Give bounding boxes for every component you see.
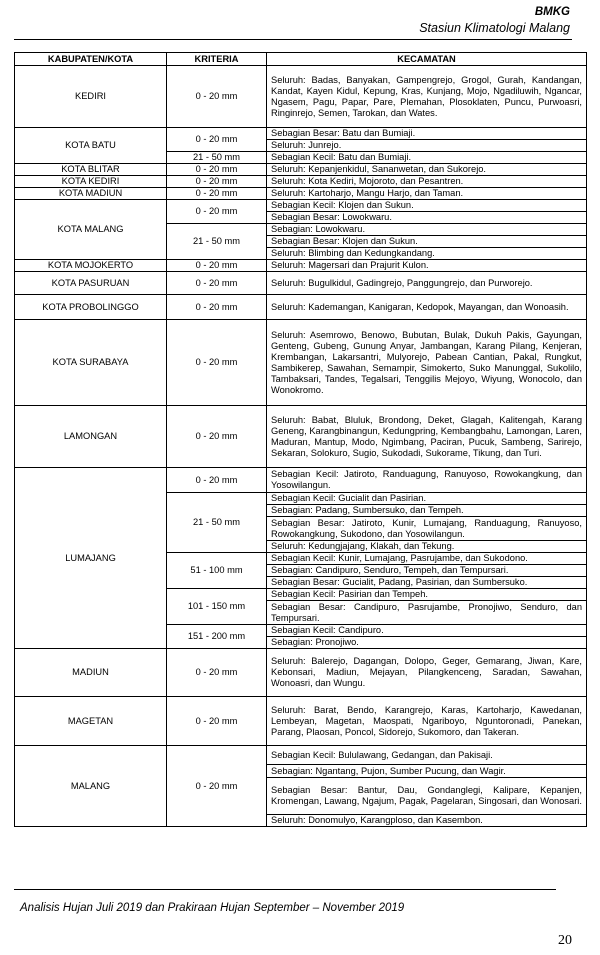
kecamatan-cell: Seluruh: Kademangan, Kanigaran, Kedopok, Mayangan, dan Wonoasih.	[267, 295, 587, 320]
kriteria-cell: 0 - 20 mm	[167, 188, 267, 200]
kabupaten-cell: KOTA BLITAR	[15, 164, 167, 176]
kriteria-cell: 0 - 20 mm	[167, 66, 267, 128]
kecamatan-cell: Sebagian Kecil: Kunir, Lumajang, Pasrujambe, dan Sukodono.	[267, 553, 587, 565]
kriteria-cell: 0 - 20 mm	[167, 176, 267, 188]
kecamatan-cell: Sebagian Kecil: Bululawang, Gedangan, dan Pakisaji.	[267, 746, 587, 765]
kriteria-cell: 0 - 20 mm	[167, 697, 267, 746]
kriteria-cell: 21 - 50 mm	[167, 493, 267, 553]
table-row	[15, 260, 587, 272]
kecamatan-cell: Sebagian Kecil: Jatiroto, Randuagung, Ranuyoso, Rowokangkung, dan Yosowilangun.	[267, 468, 587, 493]
kecamatan-cell: Seluruh: Balerejo, Dagangan, Dolopo, Geger, Gemarang, Jiwan, Kare, Kebonsari, Madiun, Mejayan, Pilangkenceng, Saradan, Sawahan, Wonoasri, dan Wungu.	[267, 649, 587, 697]
kabupaten-cell: KOTA PROBOLINGGO	[15, 295, 167, 320]
kriteria-cell: 0 - 20 mm	[167, 649, 267, 697]
kecamatan-cell: Sebagian Kecil: Klojen dan Sukun.	[267, 200, 587, 212]
kabupaten-cell: KOTA MOJOKERTO	[15, 260, 167, 272]
table-row	[15, 128, 587, 140]
kriteria-cell: 0 - 20 mm	[167, 128, 267, 152]
kecamatan-cell: Sebagian Besar: Candipuro, Pasrujambe, Pronojiwo, Senduro, dan Tempursari.	[267, 601, 587, 625]
kecamatan-cell: Seluruh: Magersari dan Prajurit Kulon.	[267, 260, 587, 272]
kecamatan-cell: Sebagian Besar: Klojen dan Sukun.	[267, 236, 587, 248]
kecamatan-cell: Sebagian: Candipuro, Senduro, Tempeh, dan Tempursari.	[267, 565, 587, 577]
kabupaten-cell: KOTA PASURUAN	[15, 272, 167, 295]
kriteria-cell: 0 - 20 mm	[167, 164, 267, 176]
kecamatan-cell: Seluruh: Asemrowo, Benowo, Bubutan, Bulak, Dukuh Pakis, Gayungan, Genteng, Gubeng, Gunung Anyar, Jambangan, Karang Pilang, Kenjeran, Krembangan, Lakarsantri, Mulyorejo, Pabean Cantian, Pakal, Rungkut, Sambikerep, Sawahan, Semampir, Simokerto, Suko Manunggal, Sukolilo, Tambaksari, Tandes, Tegalsari, Tenggilis Mejoyo, Wiyung, Wonocolo, dan Wonokromo.	[267, 320, 587, 406]
footer-caption: Analisis Hujan Juli 2019 dan Prakiraan Hujan September – November 2019	[20, 902, 405, 914]
kecamatan-cell: Seluruh: Junrejo.	[267, 140, 587, 152]
kecamatan-cell: Sebagian: Pronojiwo.	[267, 637, 587, 649]
kecamatan-cell: Sebagian Kecil: Pasirian dan Tempeh.	[267, 589, 587, 601]
header-divider	[14, 39, 572, 40]
column-header-kecamatan: KECAMATAN	[267, 53, 587, 66]
kriteria-cell: 0 - 20 mm	[167, 746, 267, 827]
kecamatan-cell: Seluruh: Babat, Bluluk, Brondong, Deket, Glagah, Kalitengah, Karang Geneng, Karangbinangun, Kedungpring, Kembangbahu, Lamongan, Laren, Maduran, Mantup, Modo, Ngimbang, Paciran, Pucuk, Sambeng, Sarirejo, Sekaran, Solokuro, Sugio, Sukodadi, Sukorame, Tikung, dan Turi.	[267, 406, 587, 468]
kecamatan-cell: Sebagian Besar: Bantur, Dau, Gondanglegi, Kalipare, Kepanjen, Kromengan, Lawang, Ngajum, Pagak, Pagelaran, Singosari, dan Wonosari.	[267, 778, 587, 815]
kriteria-cell: 0 - 20 mm	[167, 295, 267, 320]
kabupaten-cell: KOTA BATU	[15, 128, 167, 164]
table-row	[15, 164, 587, 176]
table-row	[15, 697, 587, 746]
table-row	[15, 66, 587, 128]
kriteria-cell: 0 - 20 mm	[167, 272, 267, 295]
kabupaten-cell: MADIUN	[15, 649, 167, 697]
kecamatan-cell: Seluruh: Kepanjenkidul, Sananwetan, dan Sukorejo.	[267, 164, 587, 176]
kecamatan-cell: Seluruh: Donomulyo, Karangploso, dan Kasembon.	[267, 815, 587, 827]
table-row	[15, 272, 587, 295]
kecamatan-cell: Seluruh: Blimbing dan Kedungkandang.	[267, 248, 587, 260]
kecamatan-cell: Sebagian Besar: Batu dan Bumiaji.	[267, 128, 587, 140]
rainfall-table	[14, 52, 587, 827]
kecamatan-cell: Seluruh: Badas, Banyakan, Gampengrejo, Grogol, Gurah, Kandangan, Kandat, Kayen Kidul, Kepung, Kras, Kunjang, Mojo, Ngadiluwih, Ngancar, Ngasem, Pagu, Papar, Pare, Plemahan, Plosoklaten, Puncu, Purwoasri, Ringinrejo, Semen, Tarokan, dan Wates.	[267, 66, 587, 128]
kriteria-cell: 21 - 50 mm	[167, 152, 267, 164]
kabupaten-cell: KOTA MADIUN	[15, 188, 167, 200]
kabupaten-cell: MALANG	[15, 746, 167, 827]
kecamatan-cell: Seluruh: Bugulkidul, Gadingrejo, Panggungrejo, dan Purworejo.	[267, 272, 587, 295]
table-row	[15, 649, 587, 697]
header-station: Stasiun Klimatologi Malang	[419, 21, 570, 35]
kecamatan-cell: Seluruh: Kartoharjo, Mangu Harjo, dan Taman.	[267, 188, 587, 200]
kecamatan-cell: Sebagian Besar: Lowokwaru.	[267, 212, 587, 224]
kriteria-cell: 0 - 20 mm	[167, 406, 267, 468]
kriteria-cell: 0 - 20 mm	[167, 320, 267, 406]
kriteria-cell: 101 - 150 mm	[167, 589, 267, 625]
kecamatan-cell: Seluruh: Kedungjajang, Klakah, dan Tekung.	[267, 541, 587, 553]
table-row	[15, 295, 587, 320]
kecamatan-cell: Sebagian Besar: Gucialit, Padang, Pasirian, dan Sumbersuko.	[267, 577, 587, 589]
kecamatan-cell: Sebagian Besar: Jatiroto, Kunir, Lumajang, Randuagung, Ranuyoso, Rowokangkung, Sukodono, dan Yosowilangun.	[267, 517, 587, 541]
kabupaten-cell: LUMAJANG	[15, 468, 167, 649]
table-row	[15, 746, 587, 765]
kriteria-cell: 0 - 20 mm	[167, 200, 267, 224]
kriteria-cell: 151 - 200 mm	[167, 625, 267, 649]
kecamatan-cell: Sebagian: Ngantang, Pujon, Sumber Pucung, dan Wagir.	[267, 765, 587, 778]
footer-divider	[14, 889, 556, 890]
kabupaten-cell: LAMONGAN	[15, 406, 167, 468]
kabupaten-cell: KOTA SURABAYA	[15, 320, 167, 406]
kabupaten-cell: KOTA MALANG	[15, 200, 167, 260]
kecamatan-cell: Sebagian: Padang, Sumbersuko, dan Tempeh.	[267, 505, 587, 517]
table-row	[15, 468, 587, 493]
kecamatan-cell: Seluruh: Barat, Bendo, Karangrejo, Karas, Kartoharjo, Kawedanan, Lembeyan, Magetan, Maospati, Ngariboyo, Nguntoronadi, Panekan, Parang, Plaosan, Poncol, Sidorejo, Sukomoro, dan Takeran.	[267, 697, 587, 746]
kriteria-cell: 51 - 100 mm	[167, 553, 267, 589]
table-header-row	[15, 53, 587, 66]
table-row	[15, 406, 587, 468]
kabupaten-cell: KEDIRI	[15, 66, 167, 128]
column-header-kriteria: KRITERIA	[167, 53, 267, 66]
kecamatan-cell: Seluruh: Kota Kediri, Mojoroto, dan Pesantren.	[267, 176, 587, 188]
kecamatan-cell: Sebagian: Lowokwaru.	[267, 224, 587, 236]
header-org: BMKG	[534, 6, 570, 18]
kecamatan-cell: Sebagian Kecil: Candipuro.	[267, 625, 587, 637]
kriteria-cell: 0 - 20 mm	[167, 468, 267, 493]
page-number: 20	[558, 933, 572, 948]
table-row	[15, 320, 587, 406]
table-row	[15, 188, 587, 200]
kriteria-cell: 21 - 50 mm	[167, 224, 267, 260]
column-header-kabupaten: KABUPATEN/KOTA	[15, 53, 167, 66]
kabupaten-cell: MAGETAN	[15, 697, 167, 746]
kabupaten-cell: KOTA KEDIRI	[15, 176, 167, 188]
table-row	[15, 176, 587, 188]
kecamatan-cell: Sebagian Kecil: Batu dan Bumiaji.	[267, 152, 587, 164]
kriteria-cell: 0 - 20 mm	[167, 260, 267, 272]
kecamatan-cell: Sebagian Kecil: Gucialit dan Pasirian.	[267, 493, 587, 505]
table-row	[15, 200, 587, 212]
